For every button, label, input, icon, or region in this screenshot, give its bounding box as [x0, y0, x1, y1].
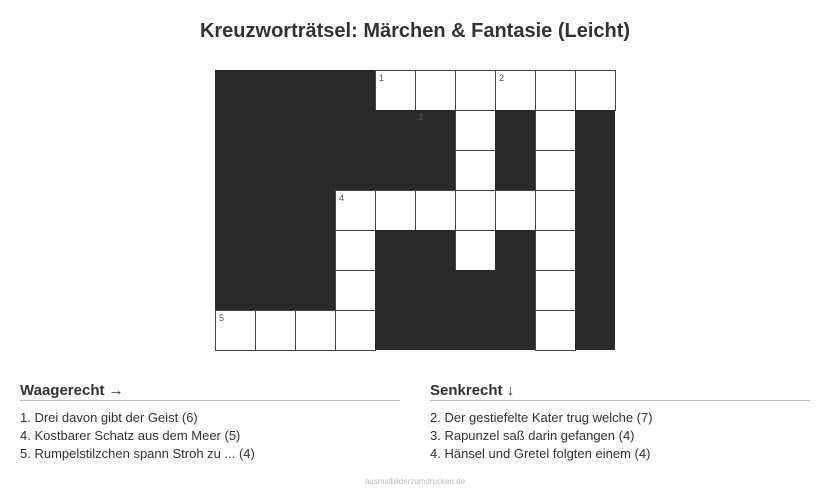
grid-cell-blocked [495, 270, 535, 310]
grid-cell-blank[interactable] [495, 190, 536, 231]
grid-cell-blocked [375, 110, 415, 150]
grid-cell-blocked [335, 110, 375, 150]
grid-cell-blocked [335, 70, 375, 110]
clue-number: 4 [339, 193, 345, 203]
grid-cell-blank[interactable] [455, 230, 496, 271]
grid-cell-blank[interactable] [455, 110, 496, 151]
grid-cell-blocked [295, 70, 335, 110]
grid-cell-blank[interactable] [495, 70, 536, 111]
page-title: Kreuzworträtsel: Märchen & Fantasie (Leicht) [199, 20, 631, 42]
grid-cell-blocked [295, 110, 335, 150]
grid-cell-blank[interactable] [535, 230, 576, 271]
across-clue: 5. Rumpelstilzchen spann Stroh zu ... (4) [20, 446, 255, 461]
grid-cell-blank[interactable] [415, 70, 456, 111]
clue-number: 1 [379, 73, 385, 83]
grid-cell-blocked [495, 230, 535, 270]
grid-cell-blocked [415, 230, 455, 270]
grid-cell-blank[interactable] [455, 190, 496, 231]
across-clue: 1. Drei davon gibt der Geist (6) [20, 410, 198, 425]
grid-cell-blocked [255, 110, 295, 150]
grid-cell-blocked [415, 150, 455, 190]
grid-cell-blocked [215, 70, 255, 110]
grid-cell-blank[interactable] [535, 150, 576, 191]
grid-cell-blank[interactable] [335, 230, 376, 271]
grid-cell-blank[interactable] [415, 190, 456, 231]
grid-cell-blocked [455, 310, 495, 350]
grid-cell-blocked [575, 150, 615, 190]
grid-cell-blocked [575, 110, 615, 150]
grid-cell-blank[interactable] [215, 310, 256, 351]
grid-cell-blank[interactable] [535, 190, 576, 231]
grid-cell-blocked [375, 270, 415, 310]
grid-cell-blocked [415, 310, 455, 350]
down-clue-list [430, 409, 810, 463]
grid-cell-blocked [255, 230, 295, 270]
clue-number: 3 [418, 112, 424, 122]
grid-cell-blocked [255, 270, 295, 310]
grid-cell-blocked [495, 310, 535, 350]
grid-cell-blank[interactable] [455, 70, 496, 111]
down-clue: 4. Hänsel und Gretel folgten einem (4) [430, 446, 651, 461]
grid-cell-blocked [295, 230, 335, 270]
grid-cell-blank[interactable] [535, 70, 576, 111]
grid-cell-blocked [335, 150, 375, 190]
clue-number: 5 [219, 313, 225, 323]
across-heading: Waagerecht → [20, 382, 400, 401]
clue-number: 2 [499, 73, 505, 83]
grid-cell-blocked [575, 310, 615, 350]
grid-cell-blocked [415, 270, 455, 310]
grid-cell-blocked [575, 230, 615, 270]
grid-cell-blocked [375, 230, 415, 270]
grid-cell-blocked [215, 270, 255, 310]
grid-cell-blocked [455, 270, 495, 310]
grid-cell-blocked [215, 150, 255, 190]
grid-cell-blank[interactable] [575, 70, 616, 111]
grid-cell-blocked [375, 310, 415, 350]
grid-cell-blank[interactable] [295, 310, 336, 351]
down-clue: 3. Rapunzel saß darin gefangen (4) [430, 428, 635, 443]
grid-cell-blank[interactable] [375, 70, 416, 111]
grid-cell-blocked [575, 270, 615, 310]
grid-cell-blank[interactable] [255, 310, 296, 351]
grid-cell-blocked [415, 110, 455, 150]
grid-cell-blank[interactable] [335, 310, 376, 351]
grid-cell-blank[interactable] [335, 190, 376, 231]
grid-cell-blank[interactable] [455, 150, 496, 191]
grid-cell-blank[interactable] [335, 270, 376, 311]
grid-cell-blank[interactable] [535, 310, 576, 351]
grid-cell-blocked [375, 150, 415, 190]
grid-cell-blank[interactable] [535, 270, 576, 311]
grid-cell-blocked [295, 270, 335, 310]
grid-cell-blocked [575, 190, 615, 230]
footer-credit: ausmalbilderzumdrucken.de [364, 477, 466, 486]
grid-cell-blocked [255, 70, 295, 110]
grid-cell-blocked [215, 110, 255, 150]
grid-cell-blocked [295, 190, 335, 230]
grid-cell-blank[interactable] [535, 110, 576, 151]
grid-cell-blocked [255, 150, 295, 190]
grid-cell-blocked [495, 150, 535, 190]
down-clue: 2. Der gestiefelte Kater trug welche (7) [430, 410, 653, 425]
down-heading: Senkrecht ↓ [430, 382, 810, 401]
across-clues-section [20, 382, 400, 463]
grid-cell-blocked [495, 110, 535, 150]
across-clue-list [20, 409, 400, 463]
grid-cell-blocked [215, 190, 255, 230]
grid-cell-blocked [295, 150, 335, 190]
across-clue: 4. Kostbarer Schatz aus dem Meer (5) [20, 428, 241, 443]
grid-cell-blocked [215, 230, 255, 270]
grid-cell-blocked [255, 190, 295, 230]
down-clues-section [430, 382, 810, 463]
grid-cell-blank[interactable] [375, 190, 416, 231]
crossword-grid [215, 70, 615, 350]
